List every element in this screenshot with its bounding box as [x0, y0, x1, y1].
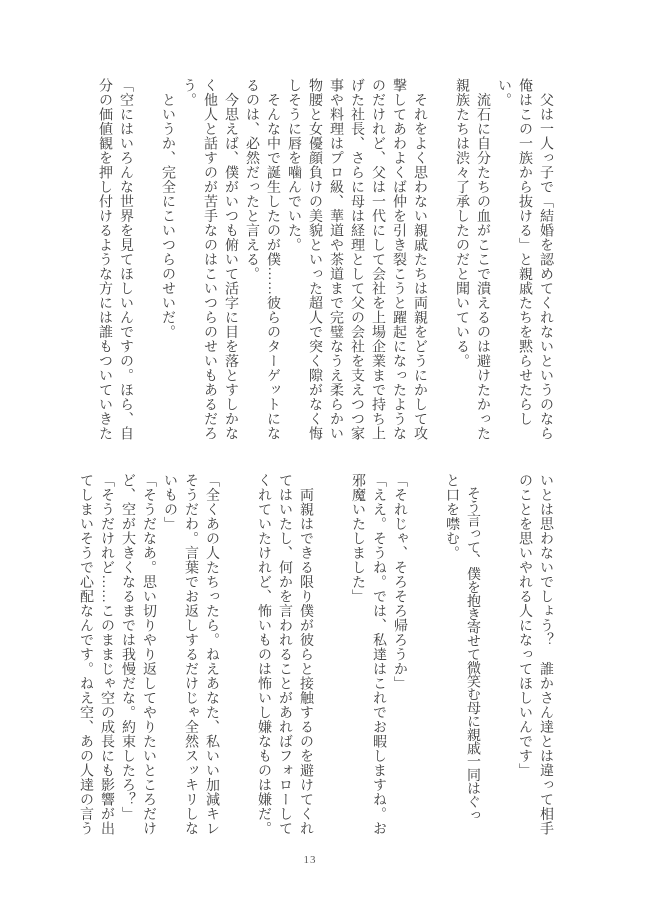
text-line: 「それじゃ、そろそろ帰ろうか」 — [392, 473, 407, 691]
text-line: るのは、必然だったと言える。 — [244, 78, 259, 281]
text-line: 「ええ。そうね。では、私達はこれでお暇しますね。お — [371, 473, 386, 836]
text-line: 今思えば、僕がいつも俯いて活字に目を落とすしかな — [223, 78, 238, 441]
text-line: 分の価値観を押し付けるような方には誰もついていきた — [97, 78, 112, 441]
text-line: そうだわ。言葉でお返しするだけじゃ全然スッキリしな — [183, 473, 198, 836]
text-line: くれていたけれど、怖いものは怖いし嫌なものは嫌だ。 — [256, 473, 271, 836]
text-line: てはいたし、何かを言われることがあればフォローして — [277, 473, 292, 836]
text-line: ど、空が大きくなるまでは我慢だな。約束したろ？」 — [120, 473, 135, 821]
text-line: 撃してあわよくば仲を引き裂こうと躍起になったような — [391, 78, 406, 441]
text-line: 親族たちは渋々了承したのだと聞いている。 — [454, 78, 469, 368]
paragraph-separator — [136, 78, 157, 441]
text-line: 流石に自分たちの血がここで潰えるのは避けたかった — [475, 78, 490, 441]
paragraph-separator — [410, 473, 441, 836]
text-line: 邪魔いたしました」 — [350, 473, 365, 604]
paragraph-separator — [316, 473, 347, 836]
text-line: 俺はこの一族から抜ける」と親戚たちを黙らせたらし — [517, 78, 532, 426]
text-line: のだけれど、父は一代にして会社を上場企業まで持ち上 — [370, 78, 385, 441]
paragraph-separator — [430, 78, 451, 441]
text-line: 「そうだなあ。思い切りやり返してやりたいところだけ — [141, 473, 156, 836]
text-line: い。 — [496, 78, 511, 107]
text-line: それをよく思わない親戚たちは両親をどうにかして攻 — [412, 78, 427, 441]
text-line: 「そうだけれど……このままじゃ空の成長にも影響が出 — [99, 473, 114, 836]
text-line: げた社長、さらに母は経理として父の会社を支えつつ家 — [349, 78, 364, 441]
text-line: 両親はできる限り僕が彼らと接触するのを避けてくれ — [298, 473, 313, 836]
text-line: う。 — [181, 78, 196, 107]
text-line: いとは思わないでしょう？ 誰かさん達とは違って相手 — [538, 473, 553, 836]
text-line: く他人と話すのが苦手なのはこいつらのせいもあるだろ — [202, 78, 217, 441]
paragraph-separator — [222, 473, 253, 836]
text-band-bottom — [75, 473, 556, 836]
text-line: と口を噤む。 — [444, 473, 459, 560]
text-line: 父は一人っ子で「結婚を認めてくれないというのなら — [538, 78, 553, 441]
text-line: そう言って、僕を抱き寄せて微笑む母に親戚一同はぐっ — [465, 473, 480, 822]
text-line: 「空にはいろんな世界を見てほしいんですの。ほら、自 — [118, 78, 133, 441]
text-line: 事や料理はプロ級、華道や茶道まで完璧なうえ柔らかい — [328, 78, 343, 441]
text-line: 物腰と女優顔負けの美貌といった超人で突く隙がなく悔 — [307, 78, 322, 441]
text-line: そんな中で誕生したのが僕……彼らのターゲットにな — [265, 78, 280, 441]
page-number: 13 — [303, 854, 317, 866]
text-line: のことを思いやれる人になってほしいんです」 — [517, 473, 532, 778]
text-band-top — [94, 78, 556, 441]
paragraph-separator — [483, 473, 514, 836]
text-line: いもの」 — [162, 473, 177, 531]
text-line: 「全くあの人たちったら。ねえあなた、私いい加減キレ — [204, 473, 219, 836]
text-line: てしまいそうで心配なんです。ねえ空、あの人達の言う — [78, 473, 93, 836]
text-line: しそうに唇を噛んでいた。 — [286, 78, 301, 252]
text-line: というか、完全にこいつらのせいだ。 — [160, 78, 175, 339]
